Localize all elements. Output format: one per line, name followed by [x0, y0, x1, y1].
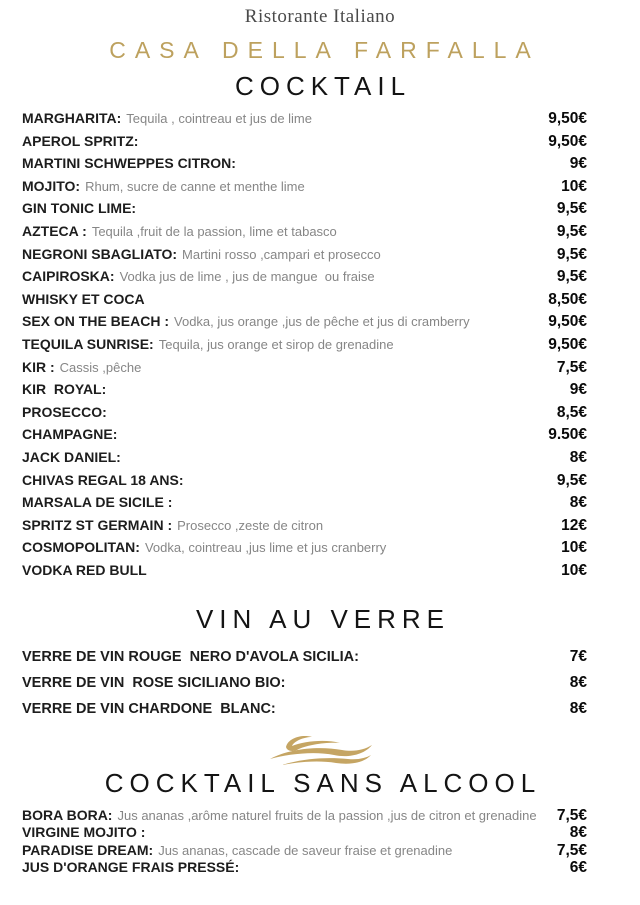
item-price: 7,5€: [556, 841, 587, 859]
menu-item-row: [22, 201, 587, 216]
menu-item-row: [22, 360, 587, 375]
menu-item-row: [22, 247, 587, 262]
item-price: 9,50€: [548, 313, 587, 331]
vin-item-list: [0, 649, 640, 717]
item-name: VERRE DE VIN CHARDONE BLANC:: [22, 700, 276, 717]
item-name: CHIVAS REGAL 18 ANS:: [22, 471, 184, 488]
item-description: Vodka, jus orange ,jus de pêche et jus di cramberry: [174, 314, 470, 330]
section-cocktail-sans-alcool: [0, 733, 640, 876]
item-name: JUS D'ORANGE FRAIS PRESSÉ:: [22, 859, 240, 876]
item-price: 6€: [569, 859, 587, 877]
item-price: 9,5€: [556, 245, 587, 263]
item-name: GIN TONIC LIME:: [22, 200, 137, 217]
item-name: SEX ON THE BEACH :: [22, 313, 170, 330]
item-price: 8€: [569, 699, 587, 717]
menu-item-row: [22, 224, 587, 239]
item-name: JACK DANIEL:: [22, 448, 121, 465]
menu-item-row: [22, 134, 587, 149]
item-name: PROSECCO:: [22, 403, 107, 420]
menu-item-row: [22, 675, 587, 691]
menu-item-row: [22, 495, 587, 510]
item-name: CAIPIROSKA:: [22, 268, 115, 285]
item-description: Prosecco ,zeste de citron: [177, 517, 324, 533]
item-name: MARSALA DE SICILE :: [22, 494, 173, 511]
item-description: Tequila, jus orange et sirop de grenadine: [158, 336, 394, 352]
item-price: 8€: [569, 824, 587, 842]
item-name: PARADISE DREAM:: [22, 841, 154, 858]
restaurant-name-title: CASA DELLA FARFALLA: [109, 37, 540, 63]
menu-item-row: [22, 337, 587, 352]
menu-item-row: [22, 563, 587, 578]
item-description: Rhum, sucre de canne et menthe lime: [85, 178, 305, 194]
item-name: VERRE DE VIN ROUGE NERO D'AVOLA SICILIA:: [22, 648, 359, 665]
item-name: NEGRONI SBAGLIATO:: [22, 245, 178, 262]
item-description: Jus ananas, cascade de saveur fraise et grenadine: [158, 842, 453, 858]
section-title-cocktail: COCKTAIL: [234, 71, 412, 101]
cocktail-item-list: [0, 111, 640, 578]
item-price: 7,5€: [556, 358, 587, 376]
section-cocktail: [0, 71, 640, 578]
menu-item-row: [22, 825, 587, 840]
menu-item-row: [22, 649, 587, 665]
wave-swoosh-icon: [0, 733, 640, 767]
menu-item-row: [22, 540, 587, 555]
menu-item-row: [22, 314, 587, 329]
item-name: WHISKY ET COCA: [22, 290, 145, 307]
menu-item-row: [22, 518, 587, 533]
item-price: 8€: [569, 494, 587, 512]
item-price: 9,5€: [556, 471, 587, 489]
item-price: 9,50€: [548, 110, 587, 127]
item-price: 9,5€: [556, 222, 587, 240]
item-price: 9,5€: [556, 200, 587, 218]
item-price: 12€: [561, 516, 587, 534]
item-price: 9,50€: [548, 335, 587, 353]
item-name: MARTINI SCHWEPPES CITRON:: [22, 155, 236, 172]
item-name: BORA BORA:: [22, 806, 113, 823]
item-name: VODKA RED BULL: [22, 561, 147, 578]
item-price: 8€: [569, 673, 587, 691]
item-name: VIRGINE MOJITO :: [22, 824, 146, 841]
item-name: SPRITZ ST GERMAIN :: [22, 516, 173, 533]
item-description: Martini rosso ,campari et prosecco: [182, 246, 381, 262]
item-price: 9,5€: [556, 268, 587, 286]
menu-item-row: [22, 269, 587, 284]
item-price: 7,5€: [556, 806, 587, 824]
item-description: Jus ananas ,arôme naturel fruits de la passion ,jus de citron et grenadine: [117, 807, 537, 823]
menu-item-row: [22, 405, 587, 420]
section-title-cocktail-sans-alcool: COCKTAIL SANS ALCOOL: [104, 767, 542, 798]
item-description: Cassis ,pêche: [59, 359, 142, 375]
menu-item-row: [22, 292, 587, 307]
item-name: MARGHARITA:: [22, 110, 122, 126]
item-price: 8€: [569, 448, 587, 466]
menu-item-row: [22, 473, 587, 488]
menu-item-row: [22, 450, 587, 465]
item-name: MOJITO:: [22, 177, 81, 194]
item-name: KIR ROYAL:: [22, 381, 107, 398]
menu-item-row: [22, 382, 587, 397]
menu-item-row: [22, 860, 587, 875]
sans-alcool-item-list: [0, 808, 640, 876]
item-price: 10€: [561, 561, 587, 579]
menu-item-row: [22, 808, 587, 823]
item-name: APEROL SPRITZ:: [22, 132, 139, 149]
item-description: Tequila ,fruit de la passion, lime et tabasco: [91, 223, 337, 239]
item-description: Vodka jus de lime , jus de mangue ou fraise: [119, 269, 375, 285]
menu-header: [0, 0, 640, 64]
item-price: 10€: [561, 177, 587, 195]
section-vin-au-verre: [0, 604, 640, 717]
menu-item-row: [22, 701, 587, 717]
item-name: KIR :: [22, 358, 55, 375]
item-description: Vodka, cointreau ,jus lime et jus cranberry: [144, 540, 387, 556]
menu-item-row: [22, 156, 587, 171]
menu-item-row: [22, 427, 587, 442]
item-price: 8,5€: [556, 403, 587, 421]
item-description: Tequila , cointreau et jus de lime: [126, 111, 312, 126]
item-name: COSMOPOLITAN:: [22, 539, 140, 556]
item-name: AZTECA :: [22, 222, 87, 239]
item-price: 9,50€: [548, 132, 587, 150]
item-price: 9€: [569, 155, 587, 173]
item-name: VERRE DE VIN ROSE SICILIANO BIO:: [22, 674, 286, 691]
item-name: TEQUILA SUNRISE:: [22, 335, 154, 352]
item-price: 7€: [569, 647, 587, 665]
menu-item-row: [22, 111, 587, 126]
item-name: CHAMPAGNE:: [22, 426, 118, 443]
item-price: 8,50€: [548, 290, 587, 308]
item-price: 9€: [569, 381, 587, 399]
section-title-vin-au-verre: VIN AU VERRE: [195, 603, 451, 634]
restaurant-type-label: Ristorante Italiano: [244, 6, 396, 27]
item-price: 10€: [561, 539, 587, 557]
menu-item-row: [22, 843, 587, 858]
item-price: 9.50€: [548, 426, 587, 444]
menu-item-row: [22, 179, 587, 194]
